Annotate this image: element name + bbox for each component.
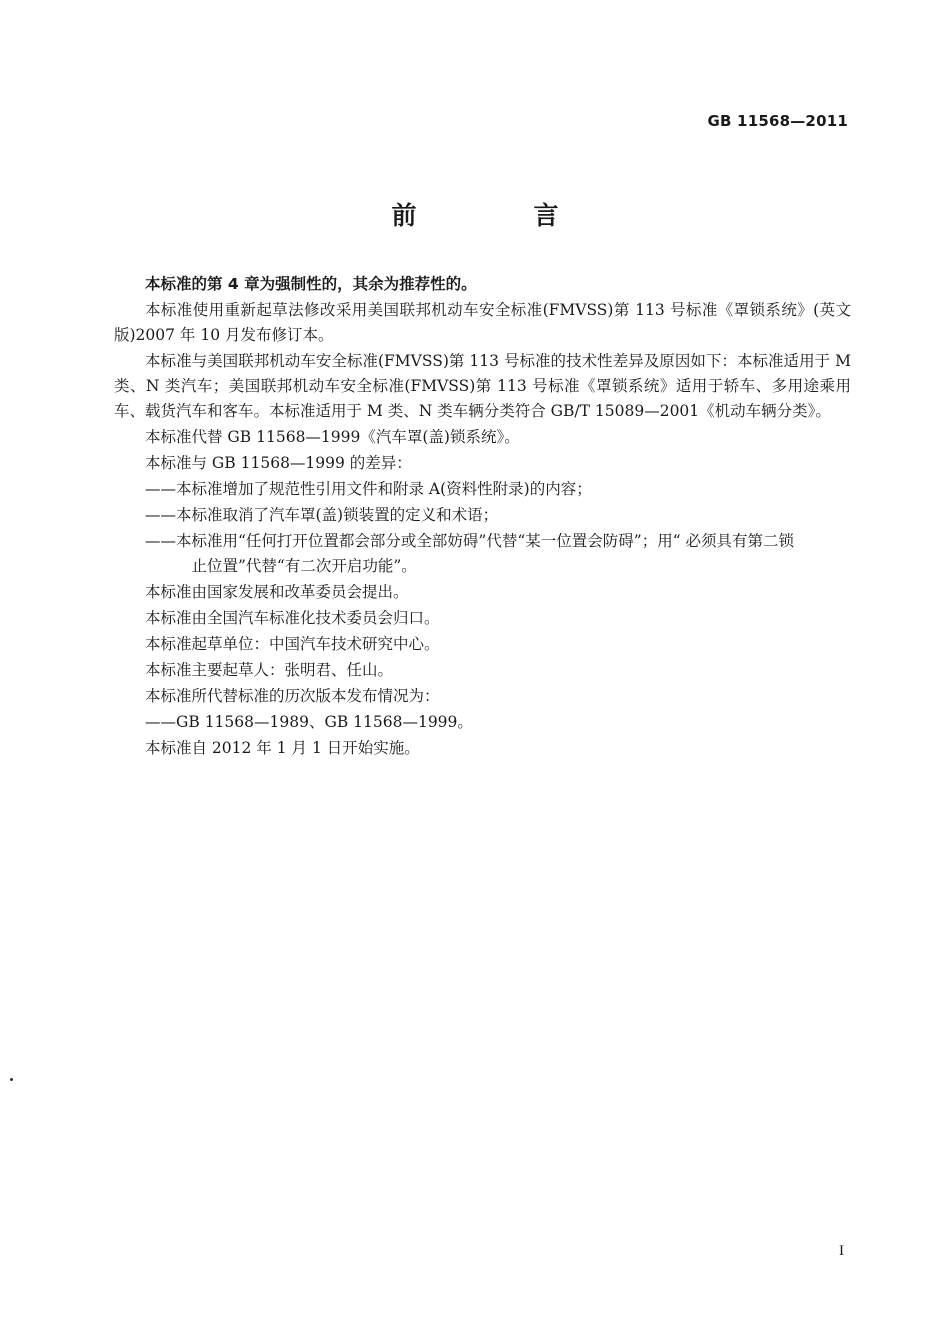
difference-item-3 (114, 529, 851, 580)
paragraph-adoption: 本标准使用重新起草法修改采用美国联邦机动车安全标准(FMVSS)第 113 号标准《罩锁系统》(英文版)2007 年 10 月发布修订本。 (114, 301, 851, 344)
paragraph-mandatory-note: 本标准的第 4 章为强制性的，其余为推荐性的。 (145, 275, 477, 293)
paragraph-effective-date: 本标准自 2012 年 1 月 1 日开始实施。 (145, 739, 420, 757)
difference-item-3-line-1: ——本标准用“任何打开位置都会部分或全部妨碍”代替“某一位置会防碍”；用“ 必须具有第二锁 (145, 532, 795, 550)
difference-item-1: ——本标准增加了规范性引用文件和附录 A(资料性附录)的内容； (145, 480, 592, 498)
paragraph-drafters: 本标准主要起草人：张明君、任山。 (145, 661, 394, 679)
page-title: 前 言 (391, 201, 605, 230)
foreword-body (114, 272, 851, 762)
difference-item-3-line-2: 止位置”代替“有二次开启功能”。 (191, 557, 417, 575)
difference-item-2: ——本标准取消了汽车罩(盖)锁装置的定义和术语； (145, 506, 499, 524)
standard-number: GB 11568—2011 (707, 112, 848, 130)
paragraph-history-intro: 本标准所代替标准的历次版本发布情况为： (145, 687, 440, 705)
paragraph-replaces: 本标准代替 GB 11568—1999《汽车罩(盖)锁系统》。 (145, 428, 520, 446)
paragraph-technical-differences: 本标准与美国联邦机动车安全标准(FMVSS)第 113 号标准的技术性差异及原因如下：本标准适用于 M 类、N 类汽车；美国联邦机动车安全标准(FMVSS)第 113 号标准《罩锁系统》适用于轿车、多用途乘用车、载货汽车和客车。本标准适用于 M 类、N 类车辆分类符合 GB/T 15089—2001《机动车辆分类》。 (114, 352, 851, 420)
scan-speck (10, 1078, 13, 1081)
history-item: ——GB 11568—1989、GB 11568—1999。 (145, 713, 473, 731)
paragraph-differences-intro: 本标准与 GB 11568—1999 的差异： (145, 454, 412, 472)
paragraph-drafting-unit: 本标准起草单位：中国汽车技术研究中心。 (145, 635, 440, 653)
paragraph-centralized-by: 本标准由全国汽车标准化技术委员会归口。 (145, 609, 440, 627)
paragraph-proposed-by: 本标准由国家发展和改革委员会提出。 (145, 583, 409, 601)
page-number: I (839, 1243, 844, 1259)
